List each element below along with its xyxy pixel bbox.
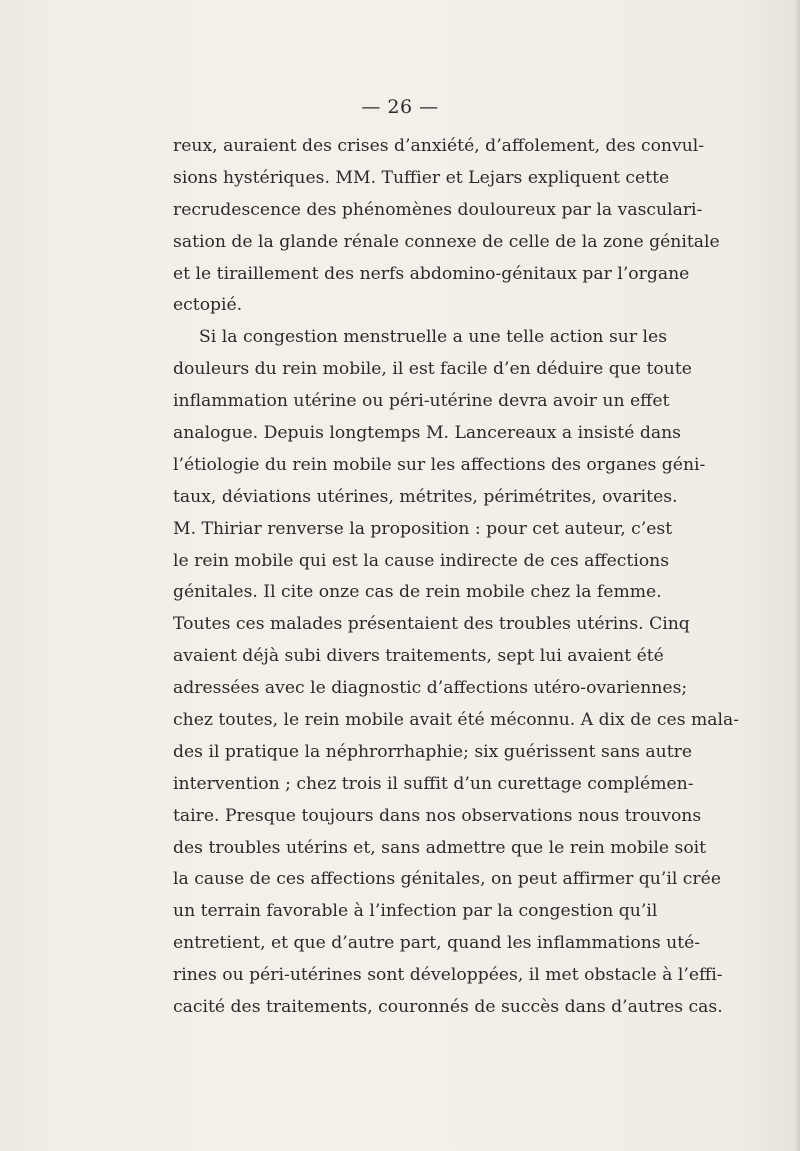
text-line: Si la congestion menstruelle a une telle action sur les (199, 327, 668, 348)
text-line: ectopié. (173, 295, 243, 316)
text-line: rines ou péri-utérines sont développées, il met obstacle à l’effi- (173, 965, 723, 986)
text-line: inflammation utérine ou péri-utérine devra avoir un effet (173, 391, 670, 412)
text-line: le rein mobile qui est la cause indirecte de ces affections (173, 550, 670, 571)
body-text (173, 131, 740, 1024)
page-number: — 26 — (361, 96, 439, 118)
text-line: entretient, et que d’autre part, quand les inflammations uté- (173, 933, 701, 954)
text-line: un terrain favorable à l’infection par la congestion qu’il (173, 901, 658, 922)
text-line: la cause de ces affections génitales, on peut affirmer qu’il crée (173, 869, 721, 890)
text-line: douleurs du rein mobile, il est facile d’en déduire que toute (173, 359, 692, 380)
text-line: Toutes ces malades présentaient des troubles utérins. Cinq (173, 614, 690, 635)
text-line: reux, auraient des crises d’anxiété, d’affolement, des convul- (173, 136, 705, 156)
text-line: des il pratique la néphrorrhaphie; six guérissent sans autre (173, 741, 693, 762)
text-line: des troubles utérins et, sans admettre que le rein mobile soit (173, 837, 707, 858)
text-line: recrudescence des phénomènes douloureux par la vasculari- (173, 199, 703, 220)
text-line: sions hystériques. MM. Tuffier et Lejars expliquent cette (173, 167, 670, 188)
text-line: et le tiraillement des nerfs abdomino-génitaux par l’organe (173, 263, 690, 284)
text-line: génitales. Il cite onze cas de rein mobile chez la femme. (173, 582, 662, 603)
text-line: avaient déjà subi divers traitements, sept lui avaient été (173, 646, 664, 667)
text-line: analogue. Depuis longtemps M. Lancereaux a insisté dans (173, 423, 681, 444)
page-edge-shadow (794, 0, 800, 1151)
text-line: taux, déviations utérines, métrites, périmétrites, ovarites. (173, 486, 678, 507)
text-line: intervention ; chez trois il suffit d’un curettage complémen- (173, 773, 694, 794)
text-line: chez toutes, le rein mobile avait été méconnu. A dix de ces mala- (173, 710, 740, 731)
text-line: adressées avec le diagnostic d’affections utéro-ovariennes; (173, 678, 688, 699)
text-line: l’étiologie du rein mobile sur les affections des organes géni- (173, 454, 706, 475)
text-line: M. Thiriar renverse la proposition : pour cet auteur, c’est (173, 518, 673, 539)
text-line: sation de la glande rénale connexe de celle de la zone génitale (173, 231, 720, 252)
text-line: cacité des traitements, couronnés de succès dans d’autres cas. (173, 997, 723, 1018)
text-line: taire. Presque toujours dans nos observations nous trouvons (173, 805, 702, 826)
